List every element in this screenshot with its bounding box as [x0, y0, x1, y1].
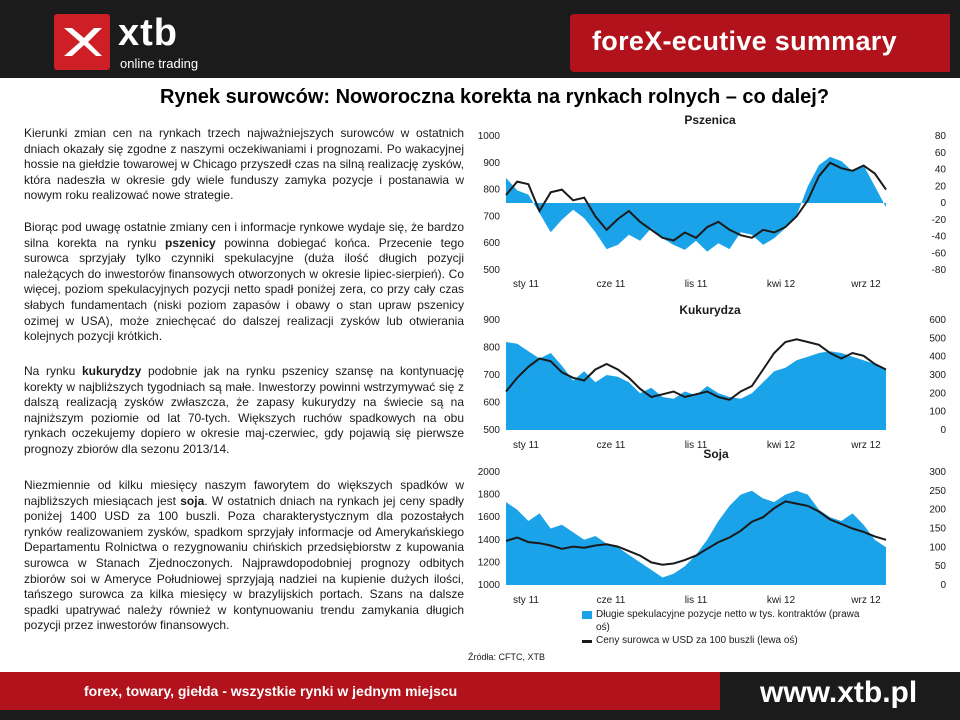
- footer-url-link[interactable]: www.xtb.pl: [760, 676, 918, 709]
- right-tick-label: 40: [934, 164, 946, 176]
- paragraph-intro-text: Kierunki zmian cen na rynkach trzech najważniejszych surowców w ostatnich dniach okazały się zgodne z naszymi oczekiwaniami i prognozami. Po wakacyjnej hossie na giełdzie towarowej w Chicago przyszedł czas na silną realizację zysków, która nadeszła w okresie gdy wiele funduszy zamyka pozycje i postanawia w nowym roku realizować nowe strategie.: [24, 126, 464, 203]
- legend-item-price: [582, 634, 872, 647]
- right-tick-label: 80: [934, 131, 946, 142]
- left-tick-label: 1600: [477, 512, 500, 524]
- x-tick-label: sty 11: [513, 279, 539, 290]
- x-logo-icon: [54, 14, 110, 70]
- right-tick-label: 20: [934, 181, 946, 193]
- right-tick-label: 300: [929, 467, 946, 478]
- left-tick-label: 500: [483, 425, 500, 436]
- wheat-text-b: powinna dobiegać końca. Przecenie tego surowca sprzyjały tylko czynniki spekulacyjne (duża ilość długich pozycji należących do inwestorów finansowych otworzonych w okresie lipiec-sierpień). Co więcej, poziom spekulacyjnych pozycji netto spadł poniżej zera, co przy cały czas słabych fundamentach (niski poziom zapasów i obawy o stan upraw pszenicy ozimej w USA), może zniechęcać do dalszej realizacji zysków lub otwierania kolejnych pozycji krótkich.: [24, 235, 464, 344]
- page-header: [0, 0, 960, 78]
- footer-band: [0, 672, 720, 710]
- corn-text-a: Na rynku: [24, 364, 82, 378]
- chart-corn: [470, 298, 960, 463]
- left-tick-label: 1200: [477, 557, 500, 569]
- legend-swatch-positions: [582, 611, 592, 619]
- left-tick-label: 600: [483, 238, 500, 250]
- chart-svg: [470, 298, 960, 463]
- chart-svg: [470, 110, 960, 295]
- series-positions-area: [506, 342, 886, 430]
- wheat-keyword: pszenicy: [164, 235, 216, 250]
- right-tick-label: 250: [929, 485, 946, 497]
- chart-legend: [582, 608, 872, 647]
- legend-item-positions: [582, 608, 872, 634]
- right-tick-label: 100: [929, 406, 946, 418]
- logo-tagline: online trading: [120, 56, 199, 71]
- right-tick-label: -80: [931, 265, 946, 276]
- right-tick-label: 500: [929, 333, 946, 345]
- x-tick-label: wrz 12: [851, 595, 881, 606]
- paragraph-intro: [24, 126, 464, 204]
- corn-text-b: podobnie jak na rynku pszenicy szansę na kontynuację korekty w najbliższych tygodniach są małe. Inwestorzy powinni wstrzymywać się z dalszą realizacją zysków zwłaszcza, że zapasy kukurydzy na świecie są na najniższym poziomie od lat 70-tych. Większych ruchów spadkowych na obu rynkach oczekujemy dopiero w okresie maj-czerwiec, gdy pojawią się pierwsze prognozy zbiorów dla sezonu 2013/14.: [24, 364, 465, 456]
- left-tick-label: 900: [483, 315, 500, 326]
- left-tick-label: 1000: [477, 580, 500, 591]
- x-tick-label: cze 11: [596, 440, 626, 451]
- right-tick-label: 60: [934, 147, 946, 159]
- right-tick-label: 300: [929, 370, 946, 381]
- page-title: Rynek surowców: Noworoczna korekta na rynkach rolnych – co dalej?: [160, 86, 830, 108]
- x-tick-label: cze 11: [596, 279, 626, 290]
- paragraph-wheat: [24, 220, 464, 345]
- legend-label-price: Ceny surowca w USD za 100 buszli (lewa oś): [596, 635, 798, 646]
- series-positions-area: [506, 491, 886, 585]
- left-tick-label: 800: [483, 342, 500, 354]
- right-tick-label: -60: [931, 248, 946, 260]
- paragraph-soy: [24, 478, 464, 634]
- right-tick-label: 0: [940, 425, 946, 436]
- soy-text-a: Niezmiennie od kilku miesięcy naszym faworytem do większych spadków w najbliższych miesiącach jest: [24, 478, 464, 508]
- chart-soy: [470, 448, 960, 608]
- right-tick-label: 150: [929, 523, 946, 535]
- x-tick-label: wrz 12: [851, 279, 881, 290]
- x-tick-label: sty 11: [513, 595, 539, 606]
- wheat-text-a: Biorąc pod uwagę ostatnie zmiany cen i informacje rynkowe wydaje się, że bardzo silna korekta na rynku: [24, 220, 464, 250]
- x-tick-label: lis 11: [684, 279, 708, 290]
- left-tick-label: 700: [483, 211, 500, 223]
- footer-tagline: forex, towary, giełda - wszystkie rynki w jednym miejscu: [84, 683, 458, 699]
- x-tick-label: sty 11: [513, 440, 539, 451]
- x-tick-label: wrz 12: [851, 440, 881, 451]
- chart-wheat: [470, 110, 960, 295]
- right-tick-label: 0: [940, 198, 946, 209]
- right-tick-label: 0: [940, 580, 946, 591]
- x-tick-label: cze 11: [596, 595, 626, 606]
- x-tick-label: kwi 12: [766, 279, 796, 290]
- legend-swatch-price: [582, 640, 592, 643]
- left-tick-label: 1800: [477, 489, 500, 501]
- left-tick-label: 500: [483, 265, 500, 276]
- report-banner-title: foreX-ecutive summary: [592, 26, 897, 56]
- left-tick-label: 800: [483, 184, 500, 196]
- corn-keyword: kukurydzy: [81, 364, 142, 378]
- chart-title: Soja: [703, 448, 729, 461]
- right-tick-label: 600: [929, 315, 946, 326]
- chart-svg: [470, 448, 960, 608]
- x-tick-label: lis 11: [684, 440, 708, 451]
- right-tick-label: 50: [934, 561, 946, 573]
- xtb-logo[interactable]: [54, 14, 204, 76]
- right-tick-label: 200: [929, 504, 946, 516]
- chart-title: Pszenica: [684, 113, 736, 127]
- logo-name: xtb: [118, 12, 178, 54]
- left-tick-label: 1000: [477, 131, 500, 142]
- x-tick-label: kwi 12: [766, 595, 796, 606]
- report-banner: [570, 14, 950, 72]
- legend-label-positions: Długie spekulacyjne pozycje netto w tys. kontraktów (prawa oś): [596, 609, 860, 633]
- right-tick-label: -40: [931, 231, 946, 243]
- right-tick-label: -20: [931, 214, 946, 226]
- chart-source: Źródła: CFTC, XTB: [468, 652, 546, 662]
- left-tick-label: 1400: [477, 534, 500, 546]
- soy-keyword: soja: [180, 493, 205, 508]
- right-tick-label: 200: [929, 388, 946, 400]
- right-tick-label: 100: [929, 542, 946, 554]
- left-tick-label: 2000: [477, 467, 500, 478]
- x-tick-label: kwi 12: [766, 440, 796, 451]
- soy-text-b: . W ostatnich dniach na rynkach jej ceny spadły poniżej 1400 USD za 100 buszli. Poza charakterystycznym dla pozostałych rynków realizowaniem zysków, spadkom sprzyjały informacje od Amerykańskiego Departamentu Rolnictwa o rezygnowaniu chińskich przedsiębiorstw z kupowania surowca w Stanach Zjednoczonych. Najprawdopodobniej prognozy odbitych zbiorów soi w Ameryce Południowej sprzyjają nadziei na kupienie dużych ilości, tańszego surowca za kilka miesięcy w brazylijskich portach. Szans na dalsze spadki upatrywać należy również w kontynuowaniu trendu zamykania długich pozycji przez inwestorów finansowych.: [24, 493, 464, 633]
- left-tick-label: 700: [483, 370, 500, 381]
- chart-title: Kukurydza: [679, 303, 741, 317]
- page-footer: [0, 672, 960, 720]
- left-tick-label: 900: [483, 157, 500, 169]
- left-tick-label: 600: [483, 397, 500, 409]
- right-tick-label: 400: [929, 351, 946, 363]
- paragraph-corn: [24, 364, 464, 458]
- x-tick-label: lis 11: [684, 595, 708, 606]
